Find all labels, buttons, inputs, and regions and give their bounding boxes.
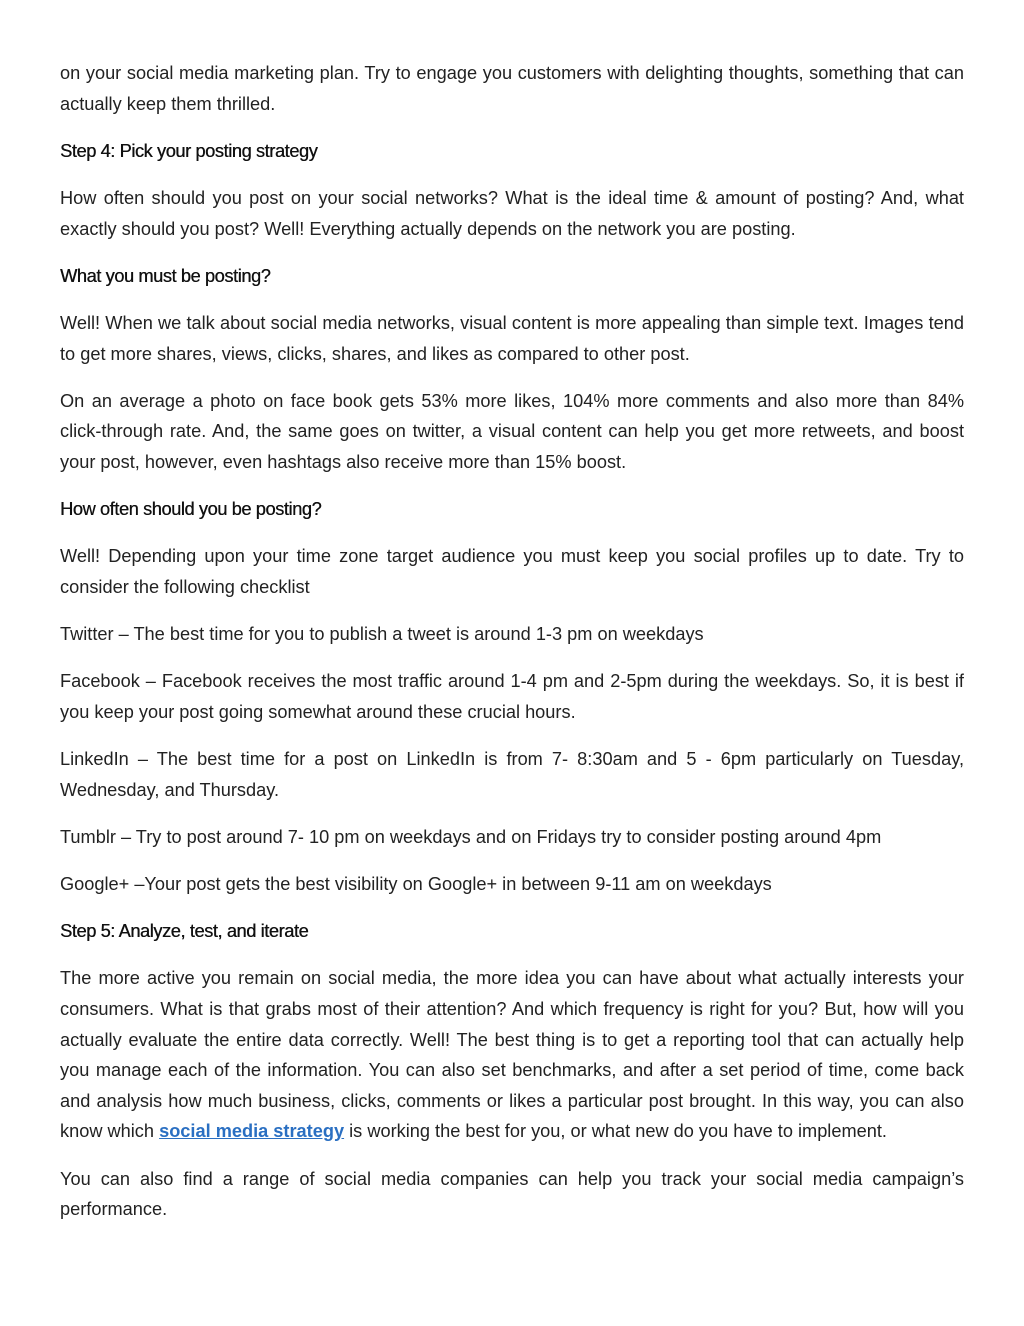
step5-text-before-link: The more active you remain on social media, the more idea you can have about what actually interests your consumers. What is that grabs most of their attention? And which frequency is right for you? But, how will you actually evaluate the entire data correctly. Well! The best thing is to get a reporting tool that can actually help you manage each of the information. You can also set benchmarks, and after a set period of time, come back and analysis how much business, clicks, comments or likes a particular post brought. In this way, you can also know which	[60, 968, 964, 1142]
document-page	[60, 58, 964, 1241]
checklist-item-facebook: Facebook – Facebook receives the most traffic around 1-4 pm and 2-5pm during the weekdays. So, it is best if you keep your post going somewhat around these crucial hours.	[60, 671, 964, 722]
checklist-item-twitter: Twitter – The best time for you to publish a tweet is around 1-3 pm on weekdays	[60, 624, 704, 645]
intro-continuation-paragraph: on your social media marketing plan. Try to engage you customers with delighting thoughts, something that can actually keep them thrilled.	[60, 63, 964, 114]
how-often-intro-paragraph: Well! Depending upon your time zone target audience you must keep you social profiles up to date. Try to consider the following checklist	[60, 546, 964, 597]
what-posting-heading: What you must be posting?	[60, 265, 271, 286]
visual-content-paragraph: Well! When we talk about social media networks, visual content is more appealing than simple text. Images tend to get more shares, views, clicks, shares, and likes as compared to other post.	[60, 312, 964, 364]
closing-paragraph: You can also find a range of social media companies can help you track your social media campaign’s performance.	[60, 1168, 964, 1220]
step5-text-after-link: is working the best for you, or what new do you have to implement.	[344, 1121, 887, 1142]
social-media-strategy-link[interactable]: social media strategy	[159, 1121, 345, 1142]
checklist-item-google-plus: Google+ –Your post gets the best visibility on Google+ in between 9-11 am on weekdays	[60, 874, 772, 894]
how-often-heading: How often should you be posting?	[60, 499, 322, 520]
step5-paragraph	[60, 963, 964, 1147]
checklist-item-tumblr: Tumblr – Try to post around 7- 10 pm on weekdays and on Fridays try to consider posting around 4pm	[60, 826, 882, 847]
step5-heading: Step 5: Analyze, test, and iterate	[60, 921, 309, 942]
photo-stats-paragraph: On an average a photo on face book gets 53% more likes, 104% more comments and also more than 84% click-through rate. And, the same goes on twitter, a visual content can help you get more retweets, and boost your post, however, even hashtags also receive more than 15% boost.	[60, 390, 964, 472]
step4-paragraph: How often should you post on your social networks? What is the ideal time & amount of posting? And, what exactly should you post? Well! Everything actually depends on the network you are posting.	[60, 187, 964, 239]
checklist-item-linkedin: LinkedIn – The best time for a post on LinkedIn is from 7- 8:30am and 5 - 6pm particularly on Tuesday, Wednesday, and Thursday.	[60, 749, 964, 800]
step4-heading: Step 4: Pick your posting strategy	[60, 140, 318, 161]
